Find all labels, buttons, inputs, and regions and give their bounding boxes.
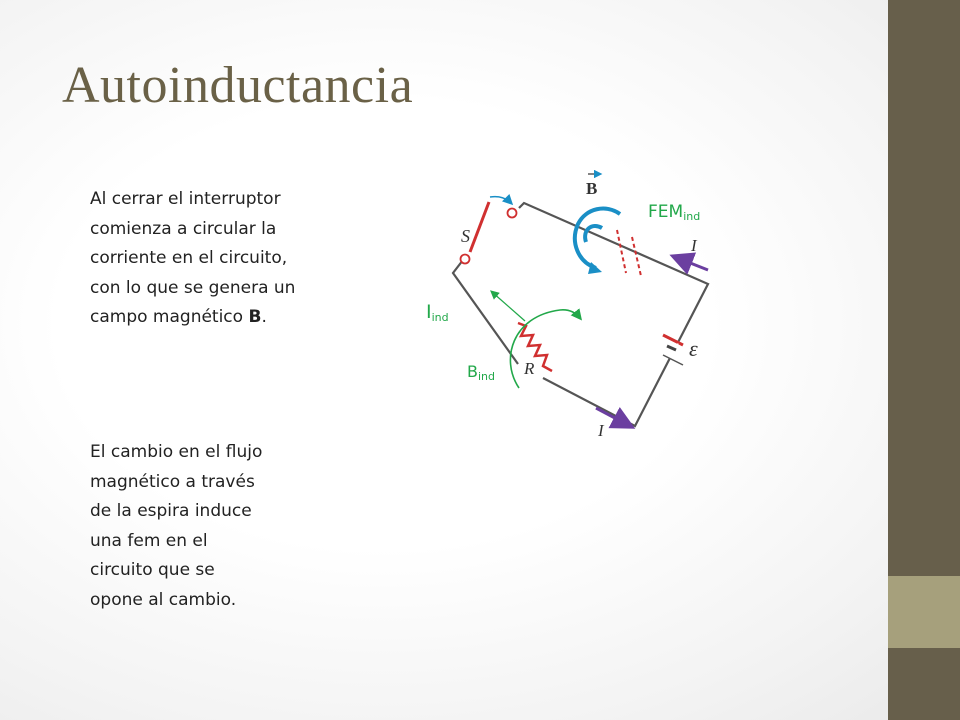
paragraph-text: .	[261, 307, 267, 327]
induced-current-subscript: ind	[431, 311, 449, 324]
paragraph-intro	[90, 185, 295, 333]
field-vector-label	[586, 174, 600, 198]
field-label: B	[586, 179, 598, 198]
paragraph-line	[90, 303, 295, 333]
paragraph-line: con lo que se genera un	[90, 277, 296, 298]
induced-current-arrow	[492, 292, 525, 321]
magnetic-field-swirl	[575, 209, 620, 268]
current-label-bottom: I	[598, 421, 604, 440]
induced-emf-base: FEM	[648, 202, 684, 222]
right-accent-block	[888, 576, 960, 648]
induced-emf-label	[648, 202, 700, 223]
circuit-wires	[453, 203, 708, 426]
paragraph-line: opone al cambio.	[90, 589, 237, 610]
paragraph-line: Al cerrar el interruptor	[90, 189, 281, 209]
paragraph-line: El cambio en el flujo	[90, 442, 263, 462]
induced-current-base: I	[426, 301, 432, 323]
paragraph-line: una fem en el	[90, 530, 208, 551]
induced-current-label	[426, 301, 449, 324]
bold-symbol-b: B	[248, 307, 262, 327]
paragraph-line: circuito que se	[90, 560, 215, 580]
emf-label: ε	[689, 336, 698, 361]
paragraph-line: corriente en el circuito,	[90, 248, 288, 268]
induced-field-arc	[510, 310, 580, 388]
paragraph-line: magnético a través	[90, 471, 255, 492]
switch-label: S	[461, 226, 470, 246]
paragraph-line: comienza a circular la	[90, 218, 277, 239]
paragraph-induction	[90, 438, 262, 615]
induced-field-label	[467, 362, 495, 383]
induced-field-subscript: ind	[477, 370, 495, 383]
induced-field-base: B	[467, 362, 478, 381]
resistor-label: R	[524, 359, 535, 378]
current-label-top: I	[691, 236, 697, 255]
paragraph-text: campo magnético	[90, 307, 249, 327]
induced-emf-subscript: ind	[683, 210, 701, 223]
slide-title: Autoinductancia	[62, 57, 414, 114]
current-arrow-top	[675, 257, 708, 270]
paragraph-line: de la espira induce	[90, 501, 252, 521]
